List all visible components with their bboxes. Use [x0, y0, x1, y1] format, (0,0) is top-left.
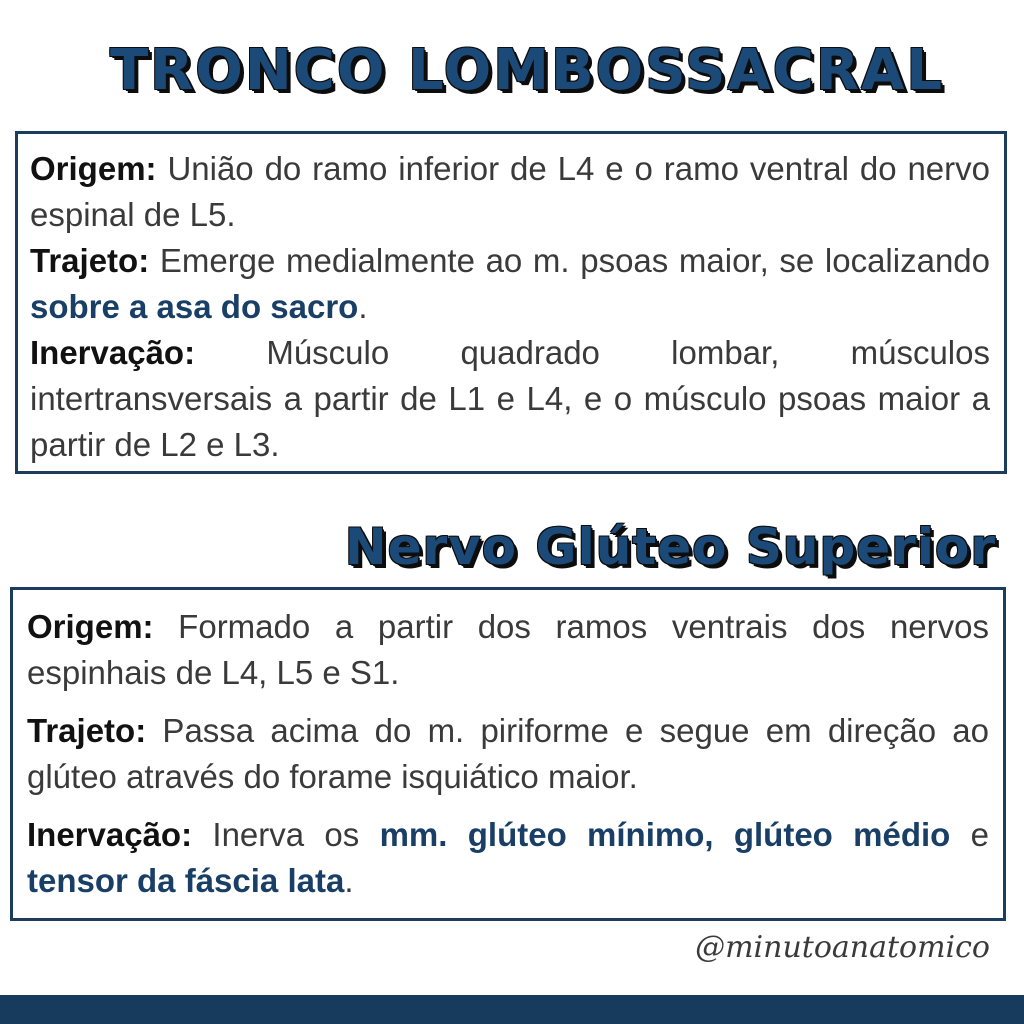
inervacao-mid: e	[950, 816, 989, 853]
inervacao-label: Inervação:	[27, 816, 193, 853]
trajeto-label: Trajeto:	[30, 242, 150, 279]
origem-label: Origem:	[27, 608, 154, 645]
trajeto-text: Passa acima do m. piriforme e segue em direção ao glúteo através do forame isquiático maior.	[27, 712, 989, 795]
page-title: TRONCO LOMBOSSACRAL	[109, 38, 945, 103]
tronco-lombossacral-card	[15, 131, 1007, 474]
trajeto-paragraph	[27, 708, 989, 800]
nervo-gluteo-superior-card	[10, 587, 1006, 921]
inervacao-end: .	[344, 862, 354, 899]
trajeto-paragraph	[30, 238, 990, 330]
section-title: Nervo Glúteo Superior	[344, 518, 996, 576]
inervacao-text: Músculo quadrado lombar, músculos intertransversais a partir de L1 e L4, e o músculo psoas maior a partir de L2 e L3.	[30, 334, 990, 463]
footer-bar	[0, 995, 1024, 1024]
author-handle: @minutoanatomico	[695, 930, 990, 965]
origem-text: Formado a partir dos ramos ventrais dos nervos espinhais de L4, L5 e S1.	[27, 608, 989, 691]
origem-label: Origem:	[30, 150, 157, 187]
inervacao-highlight-2: tensor da fáscia lata	[27, 862, 345, 899]
origem-paragraph	[27, 604, 989, 696]
inervacao-label: Inervação:	[30, 334, 196, 371]
trajeto-end: .	[358, 288, 368, 325]
inervacao-highlight-1: mm. glúteo mínimo, glúteo médio	[379, 816, 951, 853]
trajeto-text: Emerge medialmente ao m. psoas maior, se localizando	[149, 242, 990, 279]
origem-text: União do ramo inferior de L4 e o ramo ventral do nervo espinal de L5.	[30, 150, 990, 233]
inervacao-paragraph	[27, 812, 989, 904]
inervacao-text: Inerva os	[192, 816, 380, 853]
inervacao-paragraph	[30, 330, 990, 468]
origem-paragraph	[30, 146, 990, 238]
trajeto-highlight: sobre a asa do sacro	[30, 288, 359, 325]
trajeto-label: Trajeto:	[27, 712, 147, 749]
